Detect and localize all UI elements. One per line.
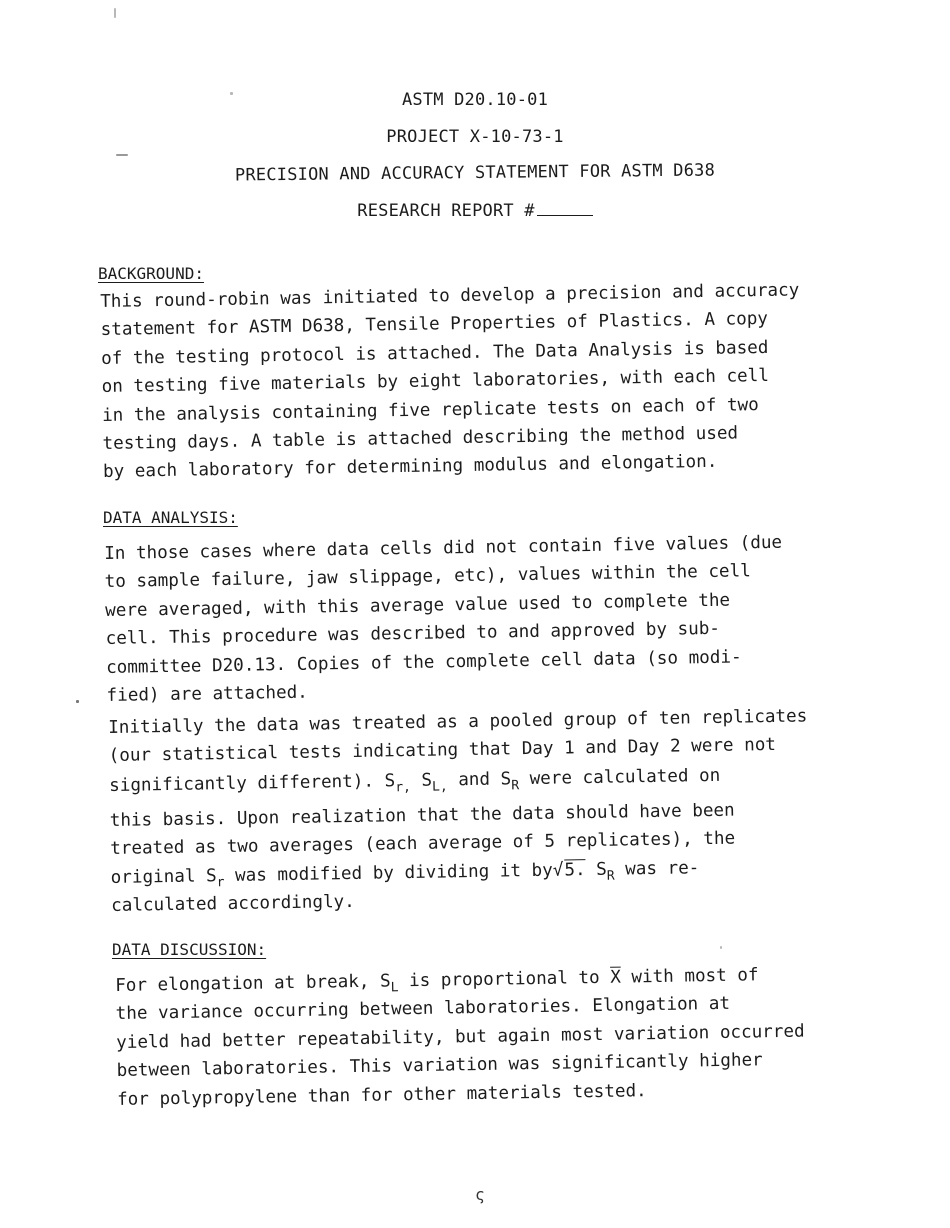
text-line: in the analysis containing five replicate tests on each of two: [101, 394, 759, 426]
scan-speck: [114, 8, 116, 18]
text-line: Initially the data was treated as a pooled group of ten replicates: [108, 706, 808, 738]
scan-speck: [76, 700, 79, 703]
text-segment: and S: [447, 769, 512, 791]
data-analysis-paragraph-2: [108, 702, 810, 920]
text-line: for polypropylene than for other materials tested.: [116, 1080, 647, 1110]
background-heading: BACKGROUND:: [98, 264, 204, 283]
square-root: [553, 856, 586, 885]
text-line: testing days. A table is attached describing the method used: [102, 423, 739, 454]
text-segment: S: [585, 859, 607, 880]
x-bar-symbol: $\overline{X}$: [610, 967, 622, 988]
text-line: committee D20.13. Copies of the complete cell data (so modi-: [105, 647, 742, 678]
text-line: This round-robin was initiated to develop a precision and accuracy: [100, 280, 800, 312]
sqrt-radicand: 5.: [564, 859, 586, 881]
text-segment: with most of: [620, 965, 759, 988]
scan-speck: [116, 154, 128, 156]
text-line: were averaged, with this average value used to complete the: [105, 590, 731, 621]
text-line: statement for ASTM D638, Tensile Properties of Plastics. A copy: [100, 309, 769, 341]
data-analysis-heading: DATA ANALYSIS:: [103, 508, 238, 527]
scan-speck: [720, 946, 722, 949]
text-line: by each laboratory for determining modulus and elongation.: [102, 452, 718, 483]
data-discussion-heading: DATA DISCUSSION:: [112, 940, 267, 959]
data-analysis-paragraph-1: [104, 529, 785, 711]
text-line: on testing five materials by eight laboratories, with each cell: [101, 366, 770, 398]
subscript-L: L,: [431, 779, 448, 795]
sqrt-symbol: √: [552, 860, 564, 881]
header-line-4: [0, 201, 950, 221]
header-line-3: PRECISION AND ACCURACY STATEMENT FOR ASTM D638: [234, 160, 716, 186]
text-segment: original S: [110, 865, 217, 888]
text-line: yield had better repeatability, but again most variation occurred: [116, 1021, 805, 1053]
text-segment: is proportional to: [398, 967, 611, 992]
text-line: to sample failure, jaw slippage, etc), values within the cell: [104, 561, 751, 593]
data-discussion-paragraph: [115, 961, 806, 1114]
text-line: fied) are attached.: [106, 682, 308, 706]
subscript-L: L: [390, 980, 399, 996]
text-line: this basis. Upon realization that the data should have been: [109, 800, 735, 831]
subscript-R: R: [606, 868, 615, 884]
text-line: the variance occurring between laboratories. Elongation at: [115, 994, 731, 1025]
text-segment: For elongation at break, S: [115, 971, 391, 996]
header-line-1: ASTM D20.10-01: [401, 90, 549, 110]
text-line: cell. This procedure was described to and approved by sub-: [105, 618, 721, 650]
subscript-r: r: [216, 874, 225, 890]
header-line-2: PROJECT X-10-73-1: [386, 127, 564, 147]
page-number-mark: ς: [475, 1185, 485, 1204]
report-number-blank: [537, 201, 593, 216]
background-paragraph: [100, 276, 802, 486]
subscript-r: r,: [395, 779, 412, 796]
text-line: calculated accordingly.: [111, 891, 355, 916]
text-line: In those cases where data cells did not contain five values (due: [104, 532, 783, 564]
text-line: between laboratories. This variation was significantly higher: [116, 1050, 763, 1082]
text-segment: was re-: [614, 857, 700, 880]
text-segment: significantly different). S: [109, 771, 396, 796]
subscript-R: R: [511, 777, 520, 794]
research-report-label: RESEARCH REPORT #: [357, 201, 535, 221]
text-segment: S: [410, 770, 433, 791]
text-segment: were calculated on: [518, 765, 721, 789]
text-line: treated as two averages (each average of 5 replicates), the: [110, 828, 736, 860]
text-line: of the testing protocol is attached. The Data Analysis is based: [101, 337, 769, 369]
text-line: (our statistical tests indicating that Day 1 and Day 2 were not: [108, 735, 777, 767]
text-segment: was modified by dividing it by: [224, 860, 553, 886]
